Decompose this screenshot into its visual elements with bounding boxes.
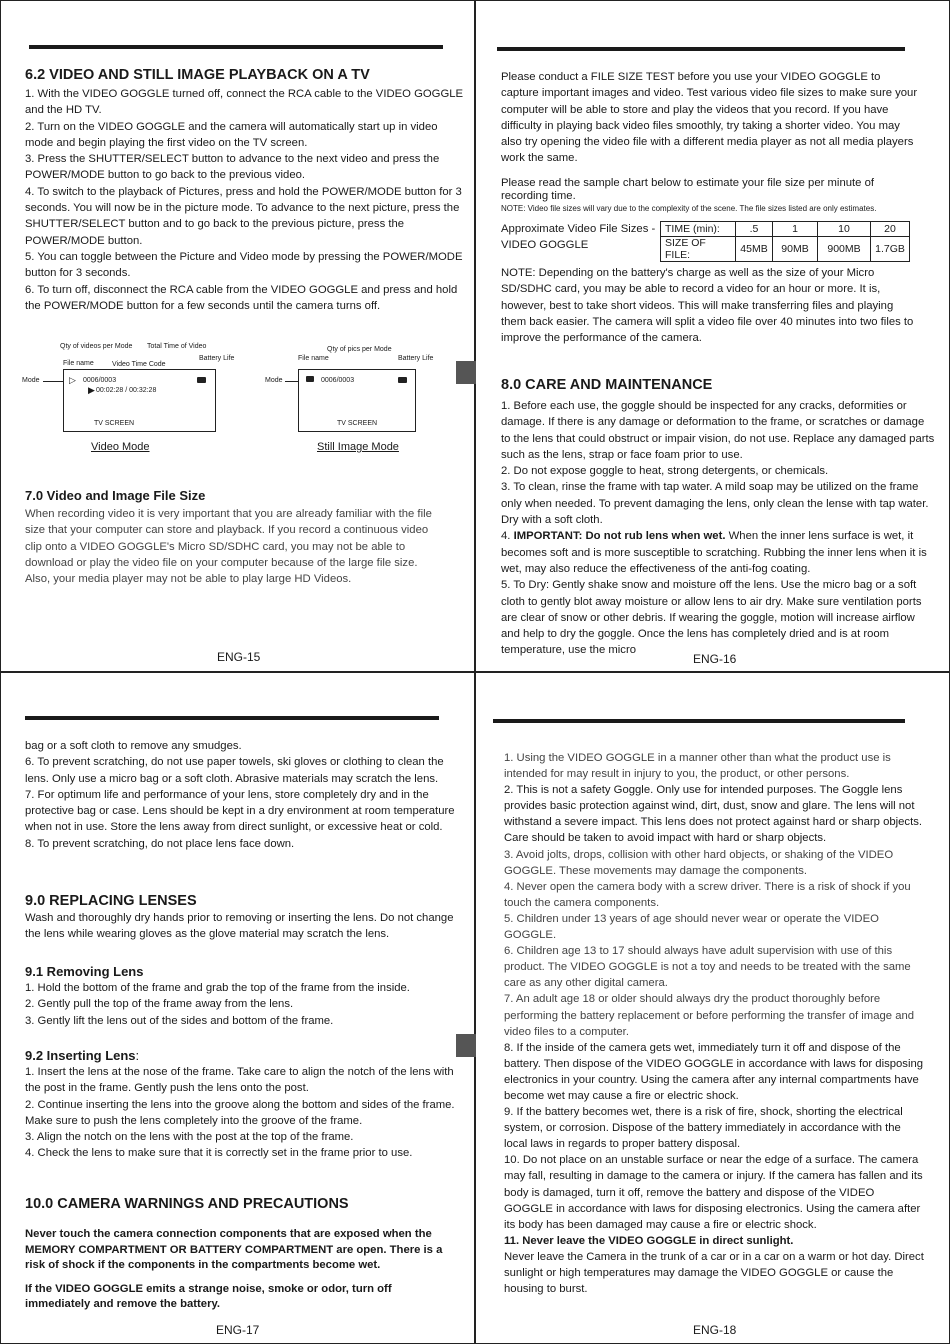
heading-7-0: 7.0 Video and Image File Size bbox=[25, 488, 206, 503]
table-cell: 1.7GB bbox=[871, 237, 910, 262]
table-cell: 1 bbox=[773, 222, 818, 237]
tv-screen-label: TV SCREEN bbox=[94, 420, 135, 427]
label-qty-videos: Qty of videos per Mode bbox=[60, 343, 133, 350]
page-number: ENG-18 bbox=[693, 1323, 737, 1337]
heading-9-0: 9.0 REPLACING LENSES bbox=[25, 893, 197, 909]
care-continued bbox=[25, 738, 457, 852]
section-10-0 bbox=[25, 1195, 445, 1313]
care-continued-text: bag or a soft cloth to remove any smudges. bbox=[25, 740, 242, 752]
warning-item-6: 6. Children age 13 to 17 should always have adult supervision with use of this product. The VIDEO GOGGLE is not a toy and needs to be treated with the same care as any other digital camera. bbox=[504, 945, 911, 990]
warning-item-5: 5. Children under 13 years of age should never wear or operate the VIDEO GOGGLE. bbox=[504, 912, 879, 942]
file-size-table bbox=[660, 221, 910, 262]
para-7-0: When recording video it is very important that you are already familiar with the file size that your computer can store and playback. If you record a continuous video clip onto a VIDEO GOGGLE's Micro SD/SDHC card, you may not be able to download or play the video file on your computer because of the large file size. Also, your media player may not be able to play large HD Videos. bbox=[25, 508, 432, 586]
para-note-battery: NOTE: Depending on the battery's charge as well as the size of your Micro SD/SDHC card, you may be able to record a video for an hour or more. It is, however, best to take short videos. This will make transferring files and playing them back easier. The camera will split a video file over 40 minutes into two files to improve the performance of the camera. bbox=[501, 267, 914, 345]
section-7-0 bbox=[25, 487, 445, 587]
para-9-0: Wash and thoroughly dry hands prior to removing or inserting the lens. Do not change the lens while wearing gloves as the glove material may scratch the lens. bbox=[25, 912, 454, 941]
table-cell: 90MB bbox=[773, 237, 818, 262]
mode-pointer bbox=[285, 381, 299, 382]
table-cell: 900MB bbox=[818, 237, 871, 262]
care-1: 1. Before each use, the goggle should be inspected for any cracks, deformities or damage. If there is any damage or deformation to the frame, or scratches or damage to the lens that could obstruct or impair vision, do not use. Replace any damaged parts such as the lens, strap or face foam prior to use. bbox=[501, 400, 935, 461]
warning-item-11-body: Never leave the Camera in the trunk of a car or in a car on a warm or hot day. Direct sunlight or high temperatures may damage the VIDEO GOGGLE or cause the housing to burst. bbox=[504, 1250, 924, 1296]
file-size-test bbox=[501, 69, 921, 214]
section-9-1 bbox=[25, 963, 457, 1029]
step-6: 6. To turn off, disconnect the RCA cable from the VIDEO GOGGLE and press and hold the POWER/MODE button for a few seconds until the camera turns off. bbox=[25, 283, 458, 312]
file-number: 0006/0003 bbox=[83, 377, 117, 384]
tv-screen-still bbox=[298, 369, 416, 432]
section-8-0 bbox=[501, 376, 935, 659]
care-6: 6. To prevent scratching, do not use paper towels, ski gloves or clothing to clean the lens. Only use a micro bag or a soft cloth. Abrasive materials may scratch the lens. bbox=[25, 756, 444, 785]
care-4 bbox=[501, 528, 935, 577]
page-number: ENG-17 bbox=[216, 1323, 260, 1337]
label-time-code: Video Time Code bbox=[112, 361, 166, 368]
care-5: 5. To Dry: Gently shake snow and moisture off the lens. Use the micro bag or a soft cloth to gently blot away moisture or allow lens to air dry. Make sure ventilation ports are clear of snow or other debris. If wearing the goggle, motion will increase airflow and help to dry the goggle. Once the lens has completely dried and is at room temperature, use the micro bbox=[501, 579, 922, 657]
heading-9-1: 9.1 Removing Lens bbox=[25, 964, 144, 979]
step-3: 3. Press the SHUTTER/SELECT button to advance to the next video and press the POWER/MODE button to go back to the previous video. bbox=[25, 153, 440, 182]
label-mode: Mode bbox=[265, 377, 283, 384]
care-4-number: 4. bbox=[501, 530, 514, 543]
care-8: 8. To prevent scratching, do not place lens face down. bbox=[25, 837, 295, 850]
para-sample-chart: Please read the sample chart below to estimate your file size per minute of recording time. bbox=[501, 176, 874, 202]
step-2: 2. Turn on the VIDEO GOGGLE and the camera will automatically start up in video mode and begin playing the first video on the TV screen. bbox=[25, 120, 438, 149]
page-tab-marker bbox=[456, 1034, 476, 1057]
warning-item-4: 4. Never open the camera body with a screw driver. There is a risk of shock if you touch the camera components. bbox=[504, 880, 911, 909]
label-battery-life: Battery Life bbox=[398, 355, 434, 362]
section-9-0 bbox=[25, 892, 457, 943]
table-cell: SIZE OF FILE: bbox=[661, 237, 736, 262]
warning-item-9: 9. If the battery becomes wet, there is a risk of fire, shock, shorting the electrical system, or corrosion. Dispose of the battery immediately in accordance with the local laws in regards to proper battery disposal. bbox=[504, 1106, 903, 1151]
heading-9-2-text: 9.2 Inserting Lens bbox=[25, 1048, 136, 1063]
remove-step-1: 1. Hold the bottom of the frame and grab the top of the frame from the inside. bbox=[25, 982, 410, 994]
care-4-text: When the inner lens surface is wet, it becomes soft and is more susceptible to scratching. Rubbing the inner lens when it is wet, may also reduce the effectiveness of the anti-fog coating. bbox=[501, 530, 927, 575]
care-7: 7. For optimum life and performance of your lens, store completely dry and in the protective bag or case. Lens should be kept in a dry environment at room temperature when not in use. Store the lens away from direct sunlight, or excessive heat or cold. bbox=[25, 788, 455, 834]
section-6-2 bbox=[25, 66, 465, 314]
header-rule bbox=[25, 716, 439, 720]
care-3: 3. To clean, rinse the frame with tap water. A mild soap may be utilized on the frame only when needed. To prevent damaging the lens, only clean the lense with tap water. Dry with a soft cloth. bbox=[501, 481, 929, 527]
remove-step-2: 2. Gently pull the top of the frame away from the lens. bbox=[25, 998, 294, 1011]
approx-label-2: VIDEO GOGGLE bbox=[501, 239, 589, 252]
page-eng-17 bbox=[0, 672, 475, 1344]
heading-9-2 bbox=[25, 1047, 457, 1064]
header-rule bbox=[29, 45, 443, 49]
label-file-name: File name bbox=[63, 360, 94, 367]
mode-pointer bbox=[43, 381, 65, 382]
care-2: 2. Do not expose goggle to heat, strong detergents, or chemicals. bbox=[501, 465, 829, 478]
heading-8-0: 8.0 CARE AND MAINTENANCE bbox=[501, 377, 713, 393]
file-number: 0006/0003 bbox=[321, 377, 355, 384]
page-number: ENG-15 bbox=[217, 650, 261, 664]
page-eng-16 bbox=[475, 0, 950, 672]
insert-step-4: 4. Check the lens to make sure that it is correctly set in the frame prior to use. bbox=[25, 1147, 413, 1160]
caption-still-mode: Still Image Mode bbox=[317, 441, 399, 453]
step-5: 5. You can toggle between the Picture and Video mode by pressing the POWER/MODE button for 3 seconds. bbox=[25, 250, 463, 280]
step-1: 1. With the VIDEO GOGGLE turned off, connect the RCA cable to the VIDEO GOGGLE and the HD TV. bbox=[25, 88, 464, 117]
battery-icon bbox=[197, 377, 206, 383]
insert-step-3: 3. Align the notch on the lens with the post at the top of the frame. bbox=[25, 1131, 354, 1144]
warning-item-2: 2. This is not a safety Goggle. Only use for intended purposes. The Goggle lens provides basic protection against wind, dirt, dust, snow and glare. The lens will not withstand a severe impact. This lens does not protect against hard or sharp objects. Care should be taken to avoid impact with hard or sharp objects. bbox=[504, 784, 923, 845]
timecode-value: 00:02:28 / 00:32:28 bbox=[96, 387, 157, 394]
tv-screen-label: TV SCREEN bbox=[337, 420, 378, 427]
caption-video-mode: Video Mode bbox=[91, 441, 150, 453]
camera-icon bbox=[306, 376, 314, 382]
header-rule bbox=[493, 719, 905, 723]
approx-label-1: Approximate Video File Sizes - bbox=[501, 223, 656, 235]
heading-10-0: 10.0 CAMERA WARNINGS AND PRECAUTIONS bbox=[25, 1196, 349, 1212]
label-mode: Mode bbox=[22, 377, 40, 384]
table-cell: TIME (min): bbox=[661, 222, 736, 237]
label-total-time: Total Time of Video bbox=[147, 343, 207, 350]
label-battery-life: Battery Life bbox=[199, 355, 235, 362]
warning-item-10: 10. Do not place on an unstable surface or near the edge of a surface. The camera may fall, resulting in damage to the camera or injury. If the camera has fallen and its body is damaged, turn it off, remove the battery and dispose of the VIDEO GOGGLE in accordance with laws for disposing electronics. Using the camera after its body has been damaged may cause a fire or electric shock. bbox=[504, 1154, 923, 1231]
insert-step-2: 2. Continue inserting the lens into the groove along the bottom and sides of the frame. Make sure to push the lens completely into the groove of the frame. bbox=[25, 1098, 455, 1127]
warning-item-1: 1. Using the VIDEO GOGGLE in a manner other than what the product use is intended for may result in injury to you, the product, or other persons. bbox=[504, 752, 891, 781]
page-eng-15 bbox=[0, 0, 475, 672]
warning-item-8: 8. If the inside of the camera gets wet, immediately turn it off and dispose of the battery. Then dispose of the VIDEO GOGGLE in accordance with laws for disposing electronics in your country. Using the camera after any internal compartments have become wet may cause a fire or electric shock. bbox=[504, 1041, 924, 1102]
warning-1: Never touch the camera connection components that are exposed when the MEMORY COMPARTMENT OR BATTERY COMPARTMENT are open. There is a risk of shock if the components in the compartments become wet. bbox=[25, 1228, 443, 1271]
heading-6-2: 6.2 VIDEO AND STILL IMAGE PLAYBACK ON A TV bbox=[25, 67, 370, 83]
heading-9-2-colon: : bbox=[135, 1048, 140, 1063]
warning-item-11-title: 11. Never leave the VIDEO GOGGLE in direct sunlight. bbox=[504, 1234, 794, 1247]
table-cell: 20 bbox=[871, 222, 910, 237]
label-qty-pics: Qty of pics per Mode bbox=[327, 346, 392, 353]
play-icon: ▷ bbox=[69, 375, 76, 385]
warning-item-7: 7. An adult age 18 or older should always dry the product thoroughly before performing the battery replacement or before performing the transfer of image and video files to a computer. bbox=[504, 993, 915, 1038]
play-small-icon: ▶ bbox=[88, 385, 95, 395]
warning-2: If the VIDEO GOGGLE emits a strange noise, smoke or odor, turn off immediately and remove the battery. bbox=[25, 1282, 392, 1310]
section-9-2 bbox=[25, 1047, 457, 1162]
header-rule bbox=[497, 47, 905, 51]
page-number: ENG-16 bbox=[693, 652, 737, 666]
table-row bbox=[661, 222, 910, 237]
battery-icon bbox=[398, 377, 407, 383]
note-file-size: NOTE: Video file sizes will vary due to the complexity of the scene. The file sizes listed are only estimates. bbox=[501, 203, 877, 213]
tv-screen-video bbox=[63, 369, 216, 432]
para-file-size-test: Please conduct a FILE SIZE TEST before you use your VIDEO GOGGLE to capture important images and video. Test various video file sizes to make sure your computer will be able to store and play the videos that you record. If you have difficulty in playing back video files smoothly, try taking a shorter video. You may also try opening the video file with a different media player as not all media players work the same. bbox=[501, 71, 918, 165]
note-battery bbox=[501, 265, 921, 346]
page-eng-18 bbox=[475, 672, 950, 1344]
warning-item-3: 3. Avoid jolts, drops, collision with other hard objects, or shaking of the VIDEO GOGGLE. These movements may damage the components. bbox=[504, 848, 894, 877]
care-4-important: IMPORTANT: Do not rub lens when wet. bbox=[513, 530, 726, 543]
table-cell: 45MB bbox=[736, 237, 773, 262]
remove-step-3: 3. Gently lift the lens out of the sides and bottom of the frame. bbox=[25, 1014, 334, 1027]
table-row bbox=[661, 237, 910, 262]
table-cell: .5 bbox=[736, 222, 773, 237]
step-4: 4. To switch to the playback of Pictures, press and hold the POWER/MODE button for 3 seconds. You will now be in the picture mode. To advance to the next picture, press the SHUTTER/SELECT button and to go back to the previous picture, press the POWER/MODE button. bbox=[25, 185, 462, 247]
warnings-list bbox=[504, 750, 924, 1297]
table-cell: 10 bbox=[818, 222, 871, 237]
insert-step-1: 1. Insert the lens at the nose of the frame. Take care to align the notch of the lens with the post in the frame. Gently push the lens onto the post. bbox=[25, 1066, 454, 1095]
approx-label bbox=[501, 221, 661, 254]
page-tab-marker bbox=[456, 361, 476, 384]
label-file-name: File name bbox=[298, 355, 329, 362]
